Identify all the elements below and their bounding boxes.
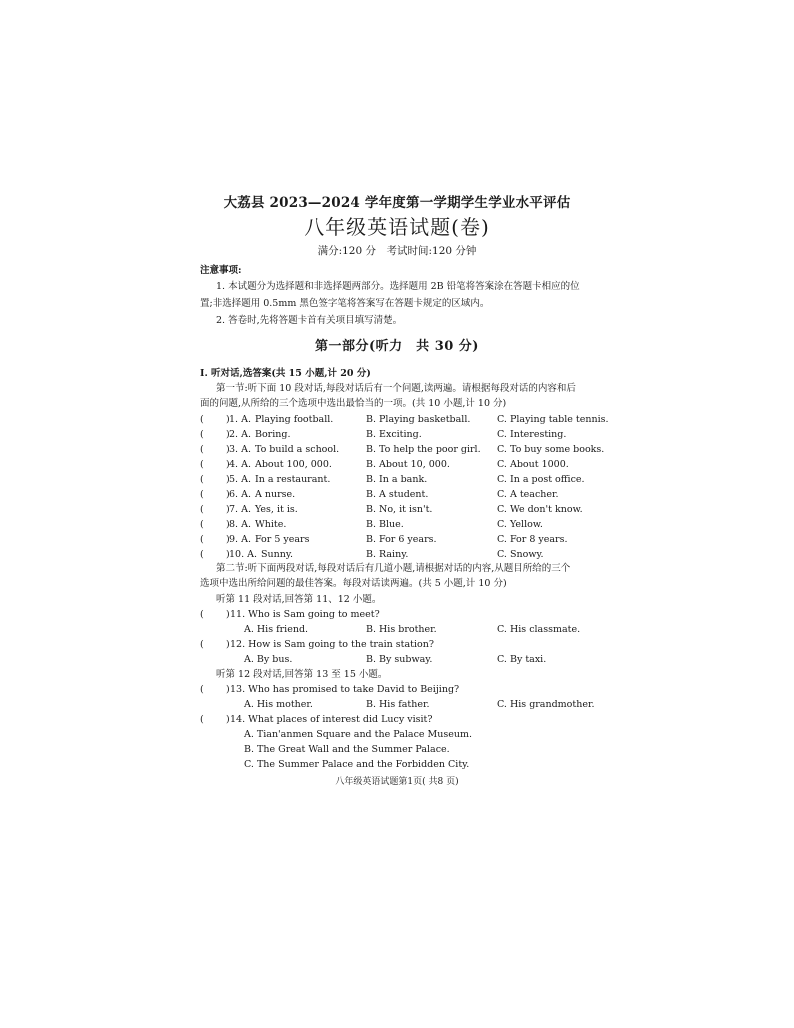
notice-item-2: 2. 答卷时,先将答题卡首有关项目填写清楚。	[216, 315, 403, 326]
option-b: B. Rainy.	[366, 549, 409, 560]
question-14-row	[0, 714, 794, 729]
answer-paren-close: )	[226, 474, 230, 485]
answer-paren-open: (	[200, 414, 204, 425]
answer-paren-open: (	[200, 714, 204, 725]
question-row	[0, 429, 794, 444]
question-14-option-c: C. The Summer Palace and the Forbidden City.	[244, 759, 470, 770]
option-b: B. His brother.	[366, 624, 437, 635]
option-a: A. By bus.	[244, 654, 293, 665]
answer-paren-open: (	[200, 489, 204, 500]
exam-title-county: 大荔县 2023—2024 学年度第一学期学生学业水平评估	[223, 195, 571, 211]
question-number: 3. A.	[229, 444, 251, 455]
option-c: C. Playing table tennis.	[497, 414, 609, 425]
question-row	[0, 534, 794, 549]
option-a: Playing football.	[254, 414, 334, 425]
answer-paren-close: )	[226, 459, 230, 470]
option-b: B. By subway.	[366, 654, 433, 665]
section2-instruction-line-2: 选项中选出所给问题的最佳答案。每段对话读两遍。(共 5 小题,计 10 分)	[200, 578, 507, 589]
part1-heading: 第一部分(听力 共 30 分)	[315, 339, 479, 354]
question-12-row	[0, 639, 794, 654]
question-row	[0, 474, 794, 489]
option-b: B. In a bank.	[366, 474, 428, 485]
question-row	[0, 414, 794, 429]
option-a: In a restaurant.	[254, 474, 331, 485]
option-a: Yes, it is.	[254, 504, 298, 515]
answer-paren-close: )	[226, 519, 230, 530]
option-c: C. To buy some books.	[497, 444, 605, 455]
question-11-row	[0, 609, 794, 624]
option-a: About 100, 000.	[254, 459, 332, 470]
option-b: B. Blue.	[366, 519, 404, 530]
page-footer: 八年级英语试题第1页( 共8 页)	[335, 777, 459, 787]
question-number: 8. A.	[229, 519, 251, 530]
option-a: A nurse.	[254, 489, 296, 500]
option-b: B. For 6 years.	[366, 534, 437, 545]
option-c: C. We don't know.	[497, 504, 583, 515]
question-row	[0, 549, 794, 564]
question-number: 6. A.	[229, 489, 251, 500]
question-number: 9. A.	[229, 534, 251, 545]
question-number: 1. A.	[229, 414, 251, 425]
option-c: C. In a post office.	[497, 474, 585, 485]
option-c: C. By taxi.	[497, 654, 547, 665]
answer-paren-open: (	[200, 549, 204, 560]
answer-paren-close: )	[226, 714, 230, 725]
answer-paren-close: )	[226, 609, 230, 620]
option-a: For 5 years	[254, 534, 310, 545]
option-a: Boring.	[254, 429, 291, 440]
option-b: B. About 10, 000.	[366, 459, 450, 470]
answer-paren-open: (	[200, 519, 204, 530]
listening-question-heading: Ⅰ. 听对话,选答案(共 15 小题,计 20 分)	[200, 368, 371, 379]
option-b: B. No, it isn't.	[366, 504, 433, 515]
answer-paren-open: (	[200, 459, 204, 470]
option-c: C. About 1000.	[497, 459, 569, 470]
answer-paren-close: )	[226, 444, 230, 455]
option-c: C. Interesting.	[497, 429, 567, 440]
option-a: White.	[254, 519, 287, 530]
option-b: B. Exciting.	[366, 429, 422, 440]
question-row	[0, 519, 794, 534]
notice-heading: 注意事项:	[200, 265, 242, 276]
option-c: C. His classmate.	[497, 624, 581, 635]
option-a: A. His mother.	[244, 699, 313, 710]
option-a: A. His friend.	[244, 624, 309, 635]
option-c: C. Yellow.	[497, 519, 543, 530]
answer-paren-close: )	[226, 504, 230, 515]
question-number: 2. A.	[229, 429, 251, 440]
answer-paren-open: (	[200, 609, 204, 620]
exam-title-subject: 八年级英语试题(卷)	[304, 215, 490, 239]
question-row	[0, 459, 794, 474]
question-14-option-a: A. Tian'anmen Square and the Palace Museum.	[244, 729, 473, 740]
option-a: Sunny.	[261, 549, 294, 560]
question-number: 4. A.	[229, 459, 251, 470]
question-number: 10. A.	[229, 549, 258, 560]
notice-item-1-line-1: 1. 本试题分为选择题和非选择题两部分。选择题用 2B 铅笔将答案涂在答题卡相应的位	[216, 281, 580, 292]
dialog-11-instruction: 听第 11 段对话,回答第 11、12 小题。	[216, 594, 382, 605]
option-c: C. His grandmother.	[497, 699, 595, 710]
question-row	[0, 489, 794, 504]
question-13-row	[0, 684, 794, 699]
question-13-options	[0, 699, 794, 714]
answer-paren-open: (	[200, 639, 204, 650]
answer-paren-open: (	[200, 444, 204, 455]
answer-paren-close: )	[226, 639, 230, 650]
answer-paren-open: (	[200, 429, 204, 440]
answer-paren-open: (	[200, 534, 204, 545]
question-row	[0, 444, 794, 459]
dialog-12-instruction: 听第 12 段对话,回答第 13 至 15 小题。	[216, 669, 388, 680]
option-c: C. A teacher.	[497, 489, 559, 500]
answer-paren-close: )	[226, 429, 230, 440]
option-b: B. His father.	[366, 699, 430, 710]
question-row	[0, 504, 794, 519]
option-b: B. Playing basketball.	[366, 414, 471, 425]
section1-instruction-line-1: 第一节:听下面 10 段对话,每段对话后有一个问题,读两遍。请根据每段对话的内容和后	[216, 383, 576, 394]
question-13-text: 13. Who has promised to take David to Beijing?	[230, 684, 460, 695]
answer-paren-close: )	[226, 549, 230, 560]
answer-paren-close: )	[226, 414, 230, 425]
option-c: C. For 8 years.	[497, 534, 568, 545]
question-12-options	[0, 654, 794, 669]
answer-paren-open: (	[200, 474, 204, 485]
option-b: B. To help the poor girl.	[366, 444, 481, 455]
answer-paren-open: (	[200, 504, 204, 515]
option-a: To build a school.	[254, 444, 340, 455]
section1-instruction-line-2: 面的问题,从所给的三个选项中选出最恰当的一项。(共 10 小题,计 10 分)	[200, 398, 507, 409]
question-11-text: 11. Who is Sam going to meet?	[230, 609, 380, 620]
notice-item-1-line-2: 置;非选择题用 0.5mm 黑色签字笔将答案写在答题卡规定的区域内。	[200, 298, 490, 309]
answer-paren-close: )	[226, 534, 230, 545]
question-11-options	[0, 624, 794, 639]
question-number: 5. A.	[229, 474, 251, 485]
option-c: C. Snowy.	[497, 549, 544, 560]
question-14-option-b: B. The Great Wall and the Summer Palace.	[244, 744, 450, 755]
question-number: 7. A.	[229, 504, 251, 515]
section2-instruction-line-1: 第二节:听下面两段对话,每段对话后有几道小题,请根据对话的内容,从题目所给的三个	[216, 563, 571, 574]
answer-paren-close: )	[226, 489, 230, 500]
score-time-line: 满分:120 分 考试时间:120 分钟	[317, 245, 477, 257]
answer-paren-open: (	[200, 684, 204, 695]
option-b: B. A student.	[366, 489, 429, 500]
answer-paren-close: )	[226, 684, 230, 695]
question-14-text: 14. What places of interest did Lucy visit?	[230, 714, 433, 725]
question-12-text: 12. How is Sam going to the train station?	[230, 639, 434, 650]
